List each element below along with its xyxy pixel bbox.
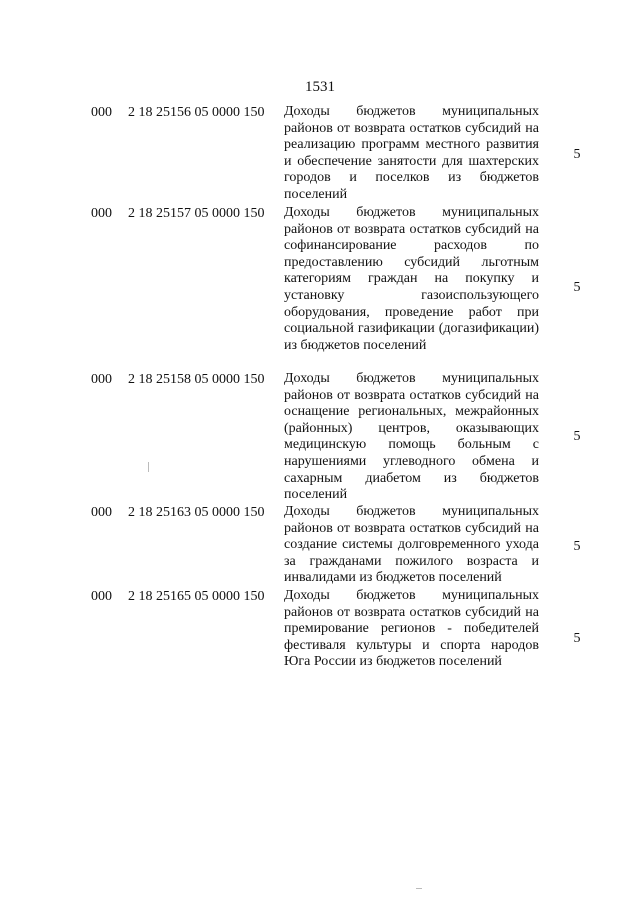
page-number: 1531	[305, 79, 335, 95]
scan-speck	[416, 888, 422, 889]
budget-code: 2 18 25158 05 0000 150	[128, 372, 265, 387]
description: Доходы бюджетов муниципальных районов от возврата остатков субсидий на создание системы долговременного ухода за гражданами пожилого возраста и инвалидами из бюджетов поселений	[284, 504, 539, 586]
budget-code: 2 18 25157 05 0000 150	[128, 206, 265, 221]
value: 5	[573, 280, 581, 295]
admin-code: 000	[91, 372, 112, 387]
admin-code: 000	[91, 206, 112, 221]
value: 5	[573, 147, 581, 162]
description: Доходы бюджетов муниципальных районов от возврата остатков субсидий на оснащение региональных, межрайонных (районных) центров, оказывающих медицинскую помощь больным с нарушениями углеводного обмена и сахарным диабетом из бюджетов поселений	[284, 371, 539, 503]
admin-code: 000	[91, 505, 112, 520]
budget-code: 2 18 25156 05 0000 150	[128, 105, 265, 120]
budget-code: 2 18 25163 05 0000 150	[128, 505, 265, 520]
description: Доходы бюджетов муниципальных районов от возврата остатков субсидий на премирование регионов - победителей фестиваля культуры и спорта народов Юга России из бюджетов поселений	[284, 588, 539, 670]
value: 5	[573, 429, 581, 444]
budget-code: 2 18 25165 05 0000 150	[128, 589, 265, 604]
value: 5	[573, 539, 581, 554]
value: 5	[573, 631, 581, 646]
scan-speck	[148, 462, 149, 472]
description: Доходы бюджетов муниципальных районов от возврата остатков субсидий на софинансирование расходов по предоставлению субсидий льготным категориям граждан на покупку и установку газоиспользующего оборудования, проведение работ при социальной газификации (догазификации) из бюджетов поселений	[284, 205, 539, 353]
admin-code: 000	[91, 105, 112, 120]
admin-code: 000	[91, 589, 112, 604]
description: Доходы бюджетов муниципальных районов от возврата остатков субсидий на реализацию программ местного развития и обеспечение занятости для шахтерских городов и поселков из бюджетов поселений	[284, 104, 539, 202]
